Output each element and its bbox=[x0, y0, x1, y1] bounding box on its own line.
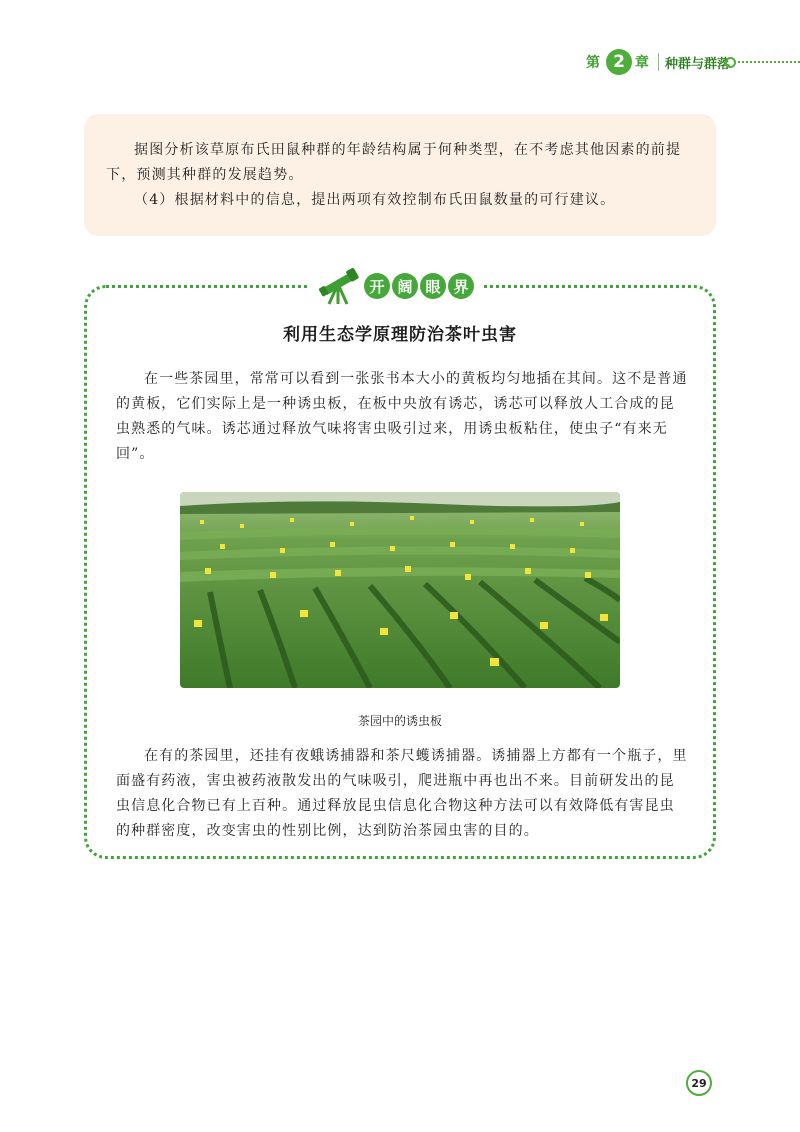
tea-garden-photo bbox=[180, 492, 620, 688]
question-paragraph-2: （4）根据材料中的信息，提出两项有效控制布氏田鼠数量的可行建议。 bbox=[134, 192, 616, 208]
extended-reading-badge bbox=[310, 264, 482, 308]
tea-garden-illustration bbox=[180, 492, 620, 688]
badge-char-1: 开 bbox=[364, 273, 390, 299]
chapter-number-badge: 2 bbox=[606, 49, 632, 75]
chapter-header bbox=[586, 50, 730, 74]
chapter-prefix: 第 bbox=[586, 55, 600, 71]
badge-char-3: 眼 bbox=[420, 273, 446, 299]
body-paragraph-2: 在有的茶园里，还挂有夜蛾诱捕器和茶尺蠖诱捕器。诱捕器上方都有一个瓶子，里面盛有药液，害虫被药液散发出的气味吸引，爬进瓶中再也出不来。目前研发出的昆虫信息化合物已有上百种。通过释放昆虫信息化合物这种方法可以有效降低有害昆虫的种群密度，改变害虫的性别比例，达到防治茶园虫害的目的。 bbox=[116, 748, 688, 839]
badge-char-4: 界 bbox=[448, 273, 474, 299]
badge-char-2: 阔 bbox=[392, 273, 418, 299]
question-paragraph-1: 据图分析该草原布氏田鼠种群的年龄结构属于何种类型，在不考虑其他因素的前提下，预测其种群的发展趋势。 bbox=[106, 142, 682, 183]
section-title: 利用生态学原理防治茶叶虫害 bbox=[283, 325, 517, 345]
question-box bbox=[84, 114, 716, 236]
chapter-title: 种群与群落 bbox=[665, 56, 731, 72]
page-number: 29 bbox=[686, 1070, 712, 1096]
header-divider bbox=[658, 53, 659, 71]
body-paragraph-1: 在一些茶园里，常常可以看到一张张书本大小的黄板均匀地插在其间。这不是普通的黄板，它们实际上是一种诱虫板，在板中央放有诱芯，诱芯可以释放人工合成的昆虫熟悉的气味。诱芯通过释放气味将害虫吸引过来，用诱虫板粘住，使虫子“有来无回”。 bbox=[116, 371, 688, 462]
question-text bbox=[106, 138, 694, 213]
header-dot-ornament bbox=[725, 57, 736, 68]
chapter-suffix: 章 bbox=[635, 55, 649, 71]
image-caption: 茶园中的诱虫板 bbox=[357, 714, 442, 728]
header-dotted-line bbox=[738, 61, 800, 63]
telescope-icon bbox=[317, 266, 361, 306]
